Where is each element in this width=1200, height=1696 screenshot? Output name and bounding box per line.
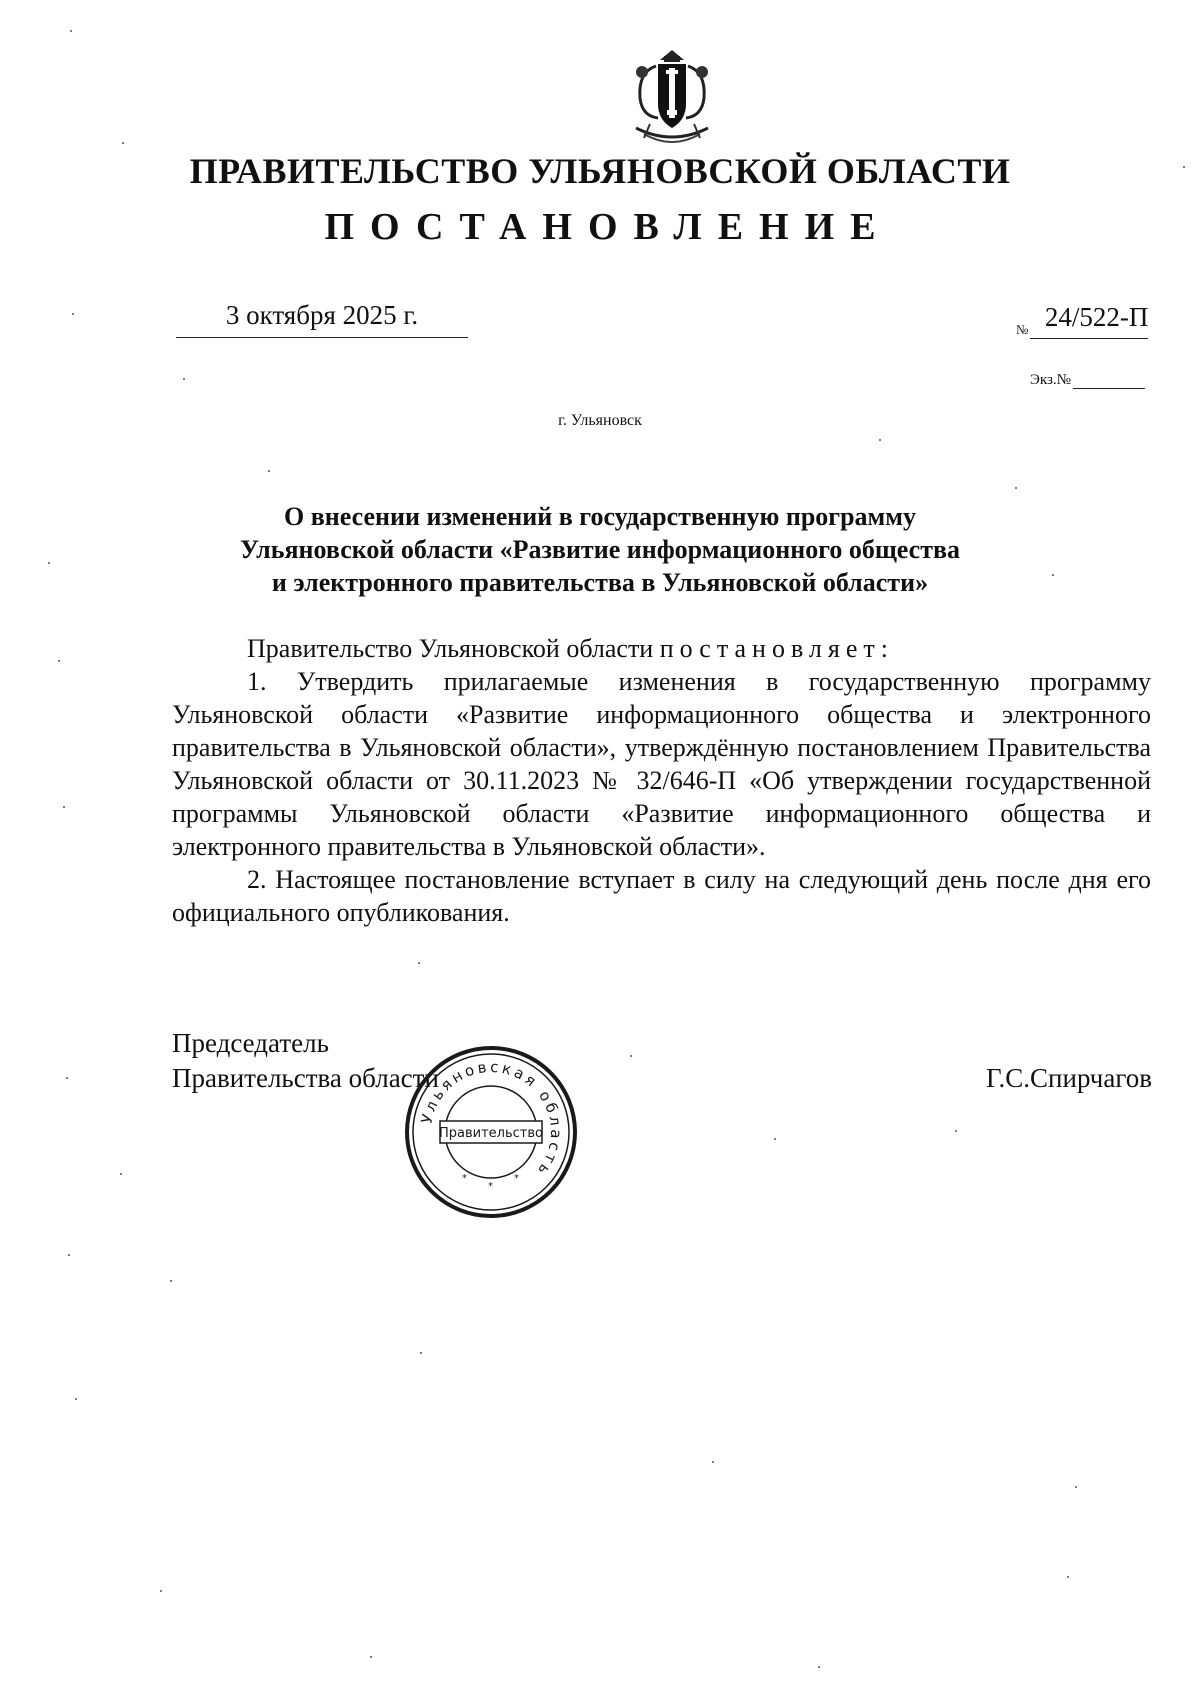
scan-speck <box>66 1077 68 1079</box>
scan-speck <box>72 313 74 315</box>
scan-speck <box>160 1590 162 1592</box>
scan-speck <box>774 1138 776 1140</box>
scan-speck <box>955 1130 957 1132</box>
scan-speck <box>68 1254 70 1256</box>
svg-text:*: * <box>514 1173 519 1184</box>
item-paragraph: 2. Настоящее постановление вступает в силу на следующий день после дня его официального опубликования. <box>172 865 1151 927</box>
copy-number-label: Экз.№ <box>1030 372 1071 388</box>
document-body <box>172 632 1151 929</box>
intro-paragraph <box>172 632 1151 665</box>
scan-speck <box>418 962 420 964</box>
scan-speck <box>712 1461 714 1463</box>
date-block <box>176 300 468 338</box>
scan-speck <box>170 1280 172 1282</box>
city: г. Ульяновск <box>558 412 642 429</box>
scan-speck <box>1015 487 1017 489</box>
subject-line: и электронного правительства в Ульяновской области» <box>271 568 929 597</box>
signer-title-line: Председатель <box>172 1028 329 1058</box>
scan-speck <box>818 1666 820 1668</box>
svg-text:*: * <box>488 1181 493 1192</box>
scan-speck <box>58 660 60 662</box>
ulyanovsk-coat-of-arms-icon <box>620 46 724 150</box>
signer-name: Г.С.Спирчагов <box>985 1063 1152 1093</box>
scan-speck <box>370 1656 372 1658</box>
scan-speck <box>120 1173 122 1175</box>
copy-number-block <box>1030 372 1145 389</box>
svg-text:Правительство: Правительство <box>439 1126 543 1141</box>
scan-speck <box>1075 1486 1077 1488</box>
intro-verb: постановляет: <box>659 634 894 663</box>
scan-speck <box>122 142 124 144</box>
number-block <box>1016 302 1148 339</box>
scan-speck <box>63 806 65 808</box>
copy-number-blank <box>1073 374 1145 389</box>
signer-title-line: Правительства области <box>172 1063 439 1093</box>
document-type: ПОСТАНОВЛЕНИЕ <box>324 206 892 248</box>
scan-speck <box>1067 1576 1069 1578</box>
scan-speck <box>183 378 185 380</box>
scan-speck <box>268 470 270 472</box>
number-sign: № <box>1016 322 1029 337</box>
scan-speck <box>1183 166 1185 168</box>
item-paragraph: 1. Утвердить прилагаемые изменения в государственную программу Ульяновской области «Развитие информационного общества и электронного правительства в Ульяновской области», утверждённую постановлением Правительства Ульяновской области от 30.11.2023 № 32/646-П «Об утверждении государственной программы Ульяновской области «Развитие информационного общества и электронного правительства в Ульяновской области». <box>172 667 1151 861</box>
scan-speck <box>879 439 881 441</box>
intro-text: Правительство Ульяновской области <box>247 634 654 663</box>
scan-speck <box>75 1398 77 1400</box>
scan-speck <box>1052 574 1054 576</box>
subject-line: О внесении изменений в государственную программу <box>284 502 916 531</box>
government-name: ПРАВИТЕЛЬСТВО УЛЬЯНОВСКОЙ ОБЛАСТИ <box>189 151 1011 191</box>
scan-speck <box>630 1055 632 1057</box>
scan-speck <box>48 562 50 564</box>
document-number: 24/522-П <box>1030 302 1148 339</box>
official-seal-stamp <box>402 1043 580 1221</box>
scan-speck <box>70 30 72 32</box>
subject-line: Ульяновской области «Развитие информационного общества <box>239 535 961 564</box>
scan-speck <box>420 1352 422 1354</box>
signer-title <box>172 1026 439 1096</box>
svg-text:*: * <box>462 1173 467 1184</box>
svg-text:Ульяновская область: Ульяновская область <box>417 1057 566 1181</box>
date-underline <box>176 337 468 338</box>
subject-heading <box>200 500 1000 599</box>
document-date: 3 октября 2025 г. <box>225 300 419 330</box>
